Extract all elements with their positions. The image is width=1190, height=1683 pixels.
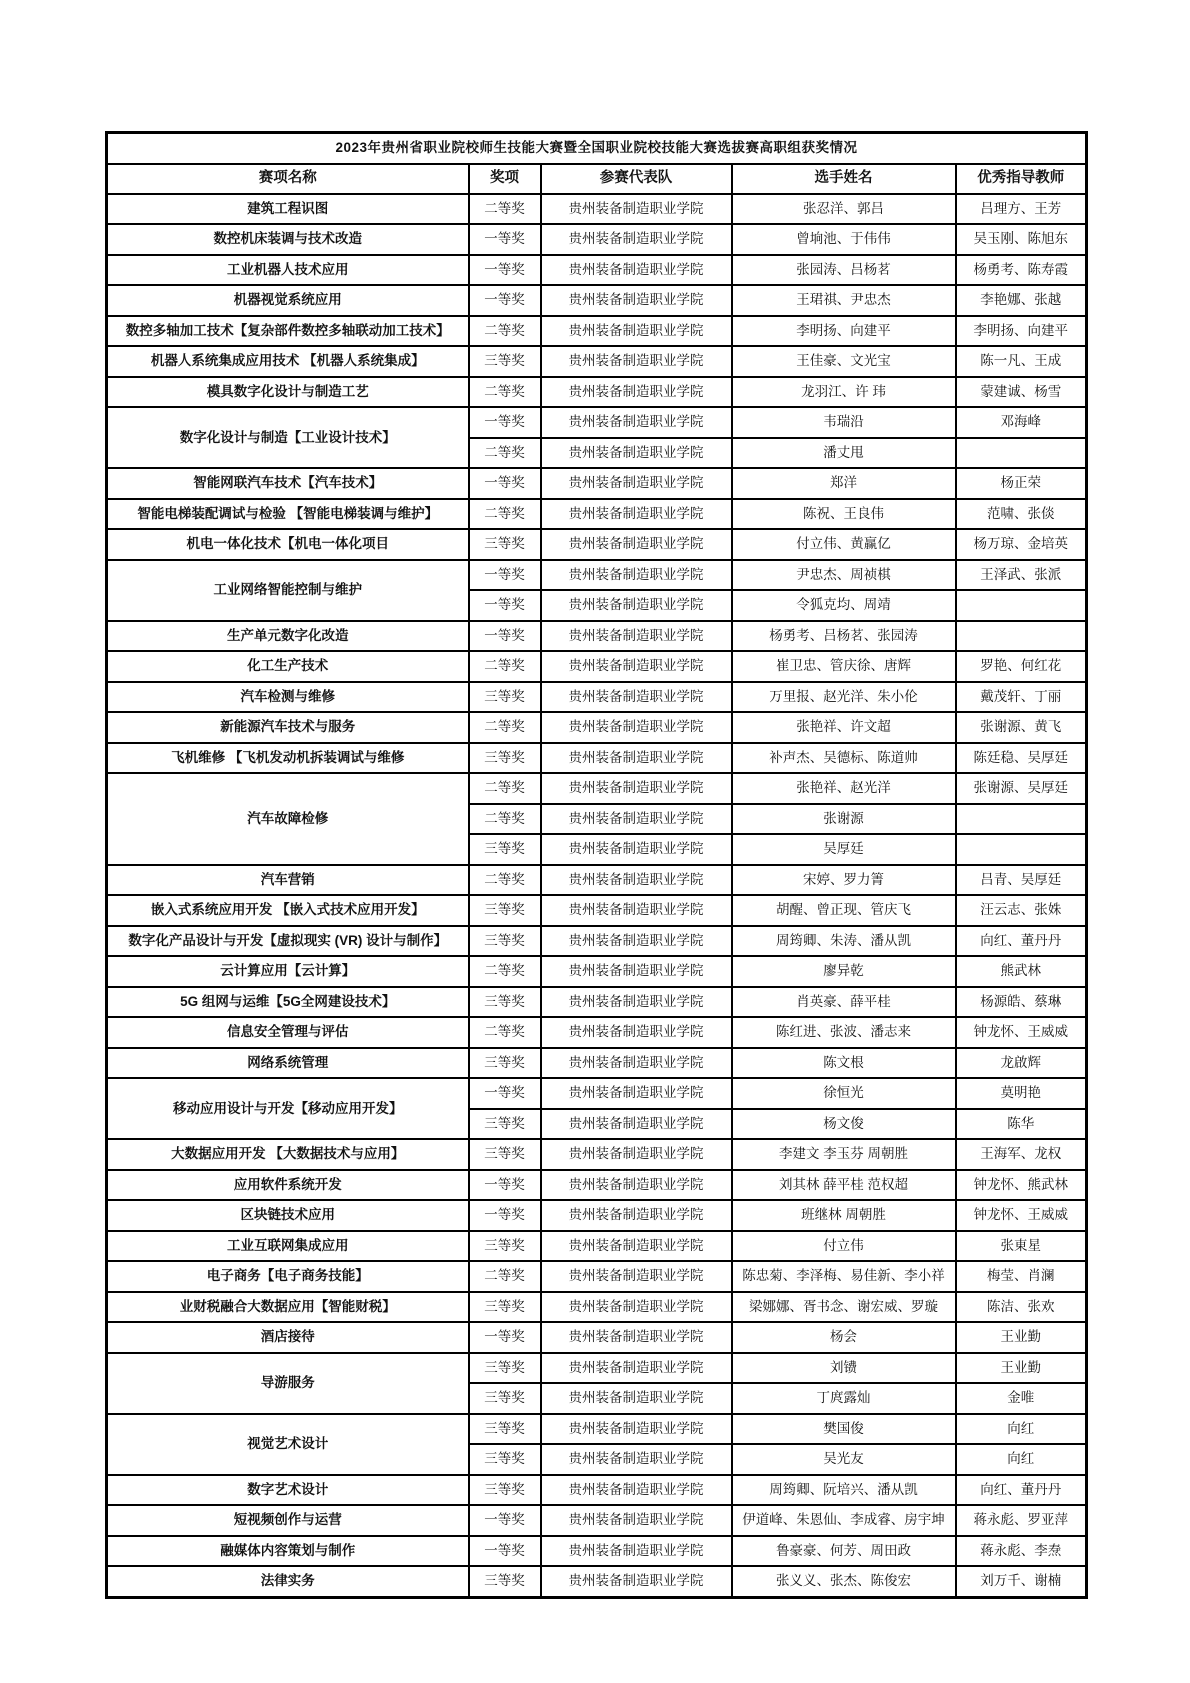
teachers-cell: 王业勤 bbox=[956, 1322, 1087, 1353]
contestants-cell: 鲁豪豪、何芳、周田政 bbox=[732, 1536, 956, 1567]
contestants-cell: 刘镄 bbox=[732, 1353, 956, 1384]
table-row bbox=[107, 1292, 1087, 1323]
teachers-cell: 杨万琼、金培英 bbox=[956, 529, 1087, 560]
event-cell: 汽车营销 bbox=[107, 865, 469, 896]
award-cell: 一等奖 bbox=[469, 621, 541, 652]
award-cell: 二等奖 bbox=[469, 499, 541, 530]
event-cell: 酒店接待 bbox=[107, 1322, 469, 1353]
teachers-cell: 熊武林 bbox=[956, 956, 1087, 987]
teachers-cell: 吕青、吴厚廷 bbox=[956, 865, 1087, 896]
team-cell: 贵州装备制造职业学院 bbox=[541, 255, 732, 286]
teachers-cell: 王泽武、张派 bbox=[956, 560, 1087, 591]
contestants-cell: 刘其林 薛平桂 范权超 bbox=[732, 1170, 956, 1201]
contestants-cell: 伊道峰、朱恩仙、李成睿、房宇坤 bbox=[732, 1505, 956, 1536]
event-cell: 移动应用设计与开发【移动应用开发】 bbox=[107, 1078, 469, 1139]
award-cell: 二等奖 bbox=[469, 773, 541, 804]
table-row bbox=[107, 1231, 1087, 1262]
table-row bbox=[107, 1566, 1087, 1597]
event-cell: 法律实务 bbox=[107, 1566, 469, 1597]
contestants-cell: 杨勇考、吕杨茗、张园涛 bbox=[732, 621, 956, 652]
contestants-cell: 周筠卿、朱涛、潘从凯 bbox=[732, 926, 956, 957]
teachers-cell: 杨正荣 bbox=[956, 468, 1087, 499]
team-cell: 贵州装备制造职业学院 bbox=[541, 895, 732, 926]
table-row bbox=[107, 743, 1087, 774]
event-cell: 数字艺术设计 bbox=[107, 1475, 469, 1506]
table-title: 2023年贵州省职业院校师生技能大赛暨全国职业院校技能大赛选拔赛高职组获奖情况 bbox=[107, 133, 1087, 164]
teachers-cell: 王海军、龙权 bbox=[956, 1139, 1087, 1170]
team-cell: 贵州装备制造职业学院 bbox=[541, 1322, 732, 1353]
column-header-team: 参赛代表队 bbox=[541, 164, 732, 194]
award-cell: 三等奖 bbox=[469, 1566, 541, 1597]
teachers-cell bbox=[956, 590, 1087, 621]
team-cell: 贵州装备制造职业学院 bbox=[541, 682, 732, 713]
teachers-cell: 向红 bbox=[956, 1444, 1087, 1475]
teachers-cell: 金唯 bbox=[956, 1383, 1087, 1414]
teachers-cell: 李艳娜、张越 bbox=[956, 285, 1087, 316]
teachers-cell: 陈廷稳、吴厚廷 bbox=[956, 743, 1087, 774]
event-cell: 汽车故障检修 bbox=[107, 773, 469, 865]
contestants-cell: 张园涛、吕杨茗 bbox=[732, 255, 956, 286]
team-cell: 贵州装备制造职业学院 bbox=[541, 1536, 732, 1567]
contestants-cell: 周筠卿、阮培兴、潘从凯 bbox=[732, 1475, 956, 1506]
team-cell: 贵州装备制造职业学院 bbox=[541, 834, 732, 865]
award-cell: 三等奖 bbox=[469, 1414, 541, 1445]
event-cell: 建筑工程识图 bbox=[107, 194, 469, 225]
contestants-cell: 龙羽江、许 玮 bbox=[732, 377, 956, 408]
table-row bbox=[107, 1353, 1087, 1384]
award-cell: 二等奖 bbox=[469, 438, 541, 469]
award-cell: 一等奖 bbox=[469, 407, 541, 438]
team-cell: 贵州装备制造职业学院 bbox=[541, 1261, 732, 1292]
contestants-cell: 班继林 周朝胜 bbox=[732, 1200, 956, 1231]
contestants-cell: 陈文根 bbox=[732, 1048, 956, 1079]
event-cell: 短视频创作与运营 bbox=[107, 1505, 469, 1536]
teachers-cell bbox=[956, 834, 1087, 865]
table-row bbox=[107, 651, 1087, 682]
column-header-event: 赛项名称 bbox=[107, 164, 469, 194]
award-cell: 三等奖 bbox=[469, 987, 541, 1018]
team-cell: 贵州装备制造职业学院 bbox=[541, 1444, 732, 1475]
team-cell: 贵州装备制造职业学院 bbox=[541, 1475, 732, 1506]
teachers-cell: 蒋永彪、罗亚萍 bbox=[956, 1505, 1087, 1536]
award-cell: 三等奖 bbox=[469, 1475, 541, 1506]
award-cell: 一等奖 bbox=[469, 1078, 541, 1109]
teachers-cell: 张東星 bbox=[956, 1231, 1087, 1262]
team-cell: 贵州装备制造职业学院 bbox=[541, 1292, 732, 1323]
teachers-cell: 钟龙怀、熊武林 bbox=[956, 1170, 1087, 1201]
award-cell: 三等奖 bbox=[469, 1048, 541, 1079]
column-header-teachers: 优秀指导教师 bbox=[956, 164, 1087, 194]
team-cell: 贵州装备制造职业学院 bbox=[541, 987, 732, 1018]
event-cell: 模具数字化设计与制造工艺 bbox=[107, 377, 469, 408]
table-row bbox=[107, 1139, 1087, 1170]
award-cell: 三等奖 bbox=[469, 682, 541, 713]
teachers-cell: 杨源皓、蔡琳 bbox=[956, 987, 1087, 1018]
title-row bbox=[107, 133, 1087, 164]
teachers-cell: 向红 bbox=[956, 1414, 1087, 1445]
table-row bbox=[107, 926, 1087, 957]
award-cell: 二等奖 bbox=[469, 651, 541, 682]
event-cell: 信息安全管理与评估 bbox=[107, 1017, 469, 1048]
event-cell: 新能源汽车技术与服务 bbox=[107, 712, 469, 743]
contestants-cell: 王珺祺、尹忠杰 bbox=[732, 285, 956, 316]
team-cell: 贵州装备制造职业学院 bbox=[541, 926, 732, 957]
award-cell: 二等奖 bbox=[469, 956, 541, 987]
event-cell: 网络系统管理 bbox=[107, 1048, 469, 1079]
contestants-cell: 韦瑞沿 bbox=[732, 407, 956, 438]
team-cell: 贵州装备制造职业学院 bbox=[541, 499, 732, 530]
award-cell: 二等奖 bbox=[469, 194, 541, 225]
teachers-cell: 陈一凡、王成 bbox=[956, 346, 1087, 377]
teachers-cell: 陈华 bbox=[956, 1109, 1087, 1140]
award-cell: 二等奖 bbox=[469, 1261, 541, 1292]
event-cell: 化工生产技术 bbox=[107, 651, 469, 682]
team-cell: 贵州装备制造职业学院 bbox=[541, 224, 732, 255]
award-cell: 三等奖 bbox=[469, 1353, 541, 1384]
header-row bbox=[107, 164, 1087, 194]
contestants-cell: 王佳豪、文光宝 bbox=[732, 346, 956, 377]
award-cell: 一等奖 bbox=[469, 468, 541, 499]
table-row bbox=[107, 1078, 1087, 1109]
award-cell: 二等奖 bbox=[469, 377, 541, 408]
contestants-cell: 徐恒光 bbox=[732, 1078, 956, 1109]
contestants-cell: 张义义、张杰、陈俊宏 bbox=[732, 1566, 956, 1597]
event-cell: 飞机维修 【飞机发动机拆装调试与维修 bbox=[107, 743, 469, 774]
teachers-cell: 吕理方、王芳 bbox=[956, 194, 1087, 225]
team-cell: 贵州装备制造职业学院 bbox=[541, 1414, 732, 1445]
event-cell: 融媒体内容策划与制作 bbox=[107, 1536, 469, 1567]
award-cell: 三等奖 bbox=[469, 1292, 541, 1323]
table-row bbox=[107, 1475, 1087, 1506]
team-cell: 贵州装备制造职业学院 bbox=[541, 194, 732, 225]
event-cell: 5G 组网与运维【5G全网建设技术】 bbox=[107, 987, 469, 1018]
teachers-cell: 向红、董丹丹 bbox=[956, 1475, 1087, 1506]
team-cell: 贵州装备制造职业学院 bbox=[541, 1505, 732, 1536]
teachers-cell: 李明扬、向建平 bbox=[956, 316, 1087, 347]
teachers-cell: 吴玉刚、陈旭东 bbox=[956, 224, 1087, 255]
teachers-cell: 龙啟辉 bbox=[956, 1048, 1087, 1079]
team-cell: 贵州装备制造职业学院 bbox=[541, 285, 732, 316]
event-cell: 业财税融合大数据应用【智能财税】 bbox=[107, 1292, 469, 1323]
table-row bbox=[107, 1261, 1087, 1292]
teachers-cell: 刘万千、谢楠 bbox=[956, 1566, 1087, 1597]
contestants-cell: 樊国俊 bbox=[732, 1414, 956, 1445]
teachers-cell: 陈洁、张欢 bbox=[956, 1292, 1087, 1323]
award-cell: 三等奖 bbox=[469, 895, 541, 926]
award-cell: 一等奖 bbox=[469, 224, 541, 255]
team-cell: 贵州装备制造职业学院 bbox=[541, 1170, 732, 1201]
teachers-cell: 蒋永彪、李焘 bbox=[956, 1536, 1087, 1567]
table-row bbox=[107, 316, 1087, 347]
table-row bbox=[107, 1536, 1087, 1567]
event-cell: 机器人系统集成应用技术 【机器人系统集成】 bbox=[107, 346, 469, 377]
table-row bbox=[107, 346, 1087, 377]
team-cell: 贵州装备制造职业学院 bbox=[541, 590, 732, 621]
event-cell: 云计算应用【云计算】 bbox=[107, 956, 469, 987]
award-cell: 一等奖 bbox=[469, 285, 541, 316]
teachers-cell: 范啸、张倓 bbox=[956, 499, 1087, 530]
event-cell: 电子商务【电子商务技能】 bbox=[107, 1261, 469, 1292]
award-cell: 二等奖 bbox=[469, 1017, 541, 1048]
award-cell: 三等奖 bbox=[469, 529, 541, 560]
contestants-cell: 曾垧池、于伟伟 bbox=[732, 224, 956, 255]
teachers-cell: 杨勇考、陈寿霞 bbox=[956, 255, 1087, 286]
column-header-award: 奖项 bbox=[469, 164, 541, 194]
table-row bbox=[107, 377, 1087, 408]
team-cell: 贵州装备制造职业学院 bbox=[541, 407, 732, 438]
teachers-cell: 张谢源、吴厚廷 bbox=[956, 773, 1087, 804]
table-row bbox=[107, 529, 1087, 560]
teachers-cell: 向红、董丹丹 bbox=[956, 926, 1087, 957]
table-row bbox=[107, 1170, 1087, 1201]
contestants-cell: 陈红进、张波、潘志来 bbox=[732, 1017, 956, 1048]
team-cell: 贵州装备制造职业学院 bbox=[541, 1200, 732, 1231]
team-cell: 贵州装备制造职业学院 bbox=[541, 743, 732, 774]
contestants-cell: 潘丈甩 bbox=[732, 438, 956, 469]
awards-table bbox=[105, 131, 1088, 1599]
event-cell: 智能电梯装配调试与检验 【智能电梯装调与维护】 bbox=[107, 499, 469, 530]
table-row bbox=[107, 773, 1087, 804]
team-cell: 贵州装备制造职业学院 bbox=[541, 651, 732, 682]
table-row bbox=[107, 621, 1087, 652]
contestants-cell: 张谢源 bbox=[732, 804, 956, 835]
event-cell: 大数据应用开发 【大数据技术与应用】 bbox=[107, 1139, 469, 1170]
event-cell: 机电一体化技术【机电一体化项目 bbox=[107, 529, 469, 560]
team-cell: 贵州装备制造职业学院 bbox=[541, 560, 732, 591]
award-cell: 三等奖 bbox=[469, 743, 541, 774]
teachers-cell: 钟龙怀、王威威 bbox=[956, 1017, 1087, 1048]
table-row bbox=[107, 1322, 1087, 1353]
table-row bbox=[107, 712, 1087, 743]
contestants-cell: 肖英豪、薛平桂 bbox=[732, 987, 956, 1018]
team-cell: 贵州装备制造职业学院 bbox=[541, 1566, 732, 1597]
event-cell: 汽车检测与维修 bbox=[107, 682, 469, 713]
team-cell: 贵州装备制造职业学院 bbox=[541, 1231, 732, 1262]
table-row bbox=[107, 407, 1087, 438]
award-cell: 二等奖 bbox=[469, 316, 541, 347]
contestants-cell: 张艳祥、赵光洋 bbox=[732, 773, 956, 804]
contestants-cell: 尹忠杰、周祯棋 bbox=[732, 560, 956, 591]
table-row bbox=[107, 956, 1087, 987]
event-cell: 数字化设计与制造【工业设计技术】 bbox=[107, 407, 469, 468]
event-cell: 数控多轴加工技术【复杂部件数控多轴联动加工技术】 bbox=[107, 316, 469, 347]
table-row bbox=[107, 285, 1087, 316]
award-cell: 一等奖 bbox=[469, 1200, 541, 1231]
event-cell: 数字化产品设计与开发【虚拟现实 (VR) 设计与制作】 bbox=[107, 926, 469, 957]
teachers-cell: 汪云志、张姝 bbox=[956, 895, 1087, 926]
contestants-cell: 万里报、赵光洋、朱小伦 bbox=[732, 682, 956, 713]
table-row bbox=[107, 255, 1087, 286]
team-cell: 贵州装备制造职业学院 bbox=[541, 1078, 732, 1109]
award-cell: 二等奖 bbox=[469, 865, 541, 896]
table-row bbox=[107, 1200, 1087, 1231]
contestants-cell: 付立伟、黄赢亿 bbox=[732, 529, 956, 560]
contestants-cell: 陈忠菊、李泽梅、易佳新、李小祥 bbox=[732, 1261, 956, 1292]
team-cell: 贵州装备制造职业学院 bbox=[541, 1109, 732, 1140]
teachers-cell: 戴茂轩、丁丽 bbox=[956, 682, 1087, 713]
teachers-cell: 张谢源、黄飞 bbox=[956, 712, 1087, 743]
contestants-cell: 李明扬、向建平 bbox=[732, 316, 956, 347]
award-cell: 二等奖 bbox=[469, 804, 541, 835]
table-row bbox=[107, 560, 1087, 591]
event-cell: 智能网联汽车技术【汽车技术】 bbox=[107, 468, 469, 499]
team-cell: 贵州装备制造职业学院 bbox=[541, 316, 732, 347]
team-cell: 贵州装备制造职业学院 bbox=[541, 773, 732, 804]
award-cell: 三等奖 bbox=[469, 1231, 541, 1262]
award-cell: 一等奖 bbox=[469, 255, 541, 286]
table-row bbox=[107, 1414, 1087, 1445]
event-cell: 视觉艺术设计 bbox=[107, 1414, 469, 1475]
team-cell: 贵州装备制造职业学院 bbox=[541, 377, 732, 408]
column-header-contestants: 选手姓名 bbox=[732, 164, 956, 194]
table-row bbox=[107, 499, 1087, 530]
table-row bbox=[107, 895, 1087, 926]
award-cell: 一等奖 bbox=[469, 560, 541, 591]
award-cell: 二等奖 bbox=[469, 712, 541, 743]
contestants-cell: 杨会 bbox=[732, 1322, 956, 1353]
contestants-cell: 补声杰、吴德标、陈道帅 bbox=[732, 743, 956, 774]
table-row bbox=[107, 194, 1087, 225]
award-cell: 一等奖 bbox=[469, 1536, 541, 1567]
team-cell: 贵州装备制造职业学院 bbox=[541, 1383, 732, 1414]
award-cell: 一等奖 bbox=[469, 1170, 541, 1201]
teachers-cell: 梅莹、肖澜 bbox=[956, 1261, 1087, 1292]
teachers-cell: 罗艳、何红花 bbox=[956, 651, 1087, 682]
award-cell: 三等奖 bbox=[469, 346, 541, 377]
contestants-cell: 杨文俊 bbox=[732, 1109, 956, 1140]
event-cell: 工业网络智能控制与维护 bbox=[107, 560, 469, 621]
team-cell: 贵州装备制造职业学院 bbox=[541, 1353, 732, 1384]
team-cell: 贵州装备制造职业学院 bbox=[541, 346, 732, 377]
team-cell: 贵州装备制造职业学院 bbox=[541, 529, 732, 560]
table-row bbox=[107, 987, 1087, 1018]
teachers-cell: 邓海峰 bbox=[956, 407, 1087, 438]
contestants-cell: 郑洋 bbox=[732, 468, 956, 499]
contestants-cell: 张艳祥、许文超 bbox=[732, 712, 956, 743]
event-cell: 区块链技术应用 bbox=[107, 1200, 469, 1231]
award-cell: 三等奖 bbox=[469, 1444, 541, 1475]
team-cell: 贵州装备制造职业学院 bbox=[541, 621, 732, 652]
award-cell: 三等奖 bbox=[469, 1139, 541, 1170]
team-cell: 贵州装备制造职业学院 bbox=[541, 804, 732, 835]
teachers-cell: 蒙建诚、杨雪 bbox=[956, 377, 1087, 408]
contestants-cell: 丁庹露灿 bbox=[732, 1383, 956, 1414]
event-cell: 工业机器人技术应用 bbox=[107, 255, 469, 286]
event-cell: 应用软件系统开发 bbox=[107, 1170, 469, 1201]
team-cell: 贵州装备制造职业学院 bbox=[541, 712, 732, 743]
award-cell: 三等奖 bbox=[469, 834, 541, 865]
event-cell: 工业互联网集成应用 bbox=[107, 1231, 469, 1262]
award-cell: 三等奖 bbox=[469, 926, 541, 957]
event-cell: 数控机床装调与技术改造 bbox=[107, 224, 469, 255]
teachers-cell bbox=[956, 621, 1087, 652]
team-cell: 贵州装备制造职业学院 bbox=[541, 865, 732, 896]
teachers-cell bbox=[956, 438, 1087, 469]
table-row bbox=[107, 1048, 1087, 1079]
team-cell: 贵州装备制造职业学院 bbox=[541, 438, 732, 469]
contestants-cell: 廖异乾 bbox=[732, 956, 956, 987]
table-row bbox=[107, 1505, 1087, 1536]
team-cell: 贵州装备制造职业学院 bbox=[541, 956, 732, 987]
event-cell: 嵌入式系统应用开发 【嵌入式技术应用开发】 bbox=[107, 895, 469, 926]
award-cell: 三等奖 bbox=[469, 1383, 541, 1414]
table-row bbox=[107, 1017, 1087, 1048]
table-row bbox=[107, 682, 1087, 713]
event-cell: 导游服务 bbox=[107, 1353, 469, 1414]
contestants-cell: 宋婷、罗力箐 bbox=[732, 865, 956, 896]
award-cell: 三等奖 bbox=[469, 1109, 541, 1140]
table-row bbox=[107, 224, 1087, 255]
contestants-cell: 吴厚廷 bbox=[732, 834, 956, 865]
team-cell: 贵州装备制造职业学院 bbox=[541, 468, 732, 499]
event-cell: 机器视觉系统应用 bbox=[107, 285, 469, 316]
team-cell: 贵州装备制造职业学院 bbox=[541, 1017, 732, 1048]
table-row bbox=[107, 865, 1087, 896]
table-row bbox=[107, 468, 1087, 499]
contestants-cell: 付立伟 bbox=[732, 1231, 956, 1262]
award-cell: 一等奖 bbox=[469, 1505, 541, 1536]
contestants-cell: 梁娜娜、胥书念、谢宏威、罗璇 bbox=[732, 1292, 956, 1323]
teachers-cell: 钟龙怀、王威威 bbox=[956, 1200, 1087, 1231]
contestants-cell: 李建文 李玉芬 周朝胜 bbox=[732, 1139, 956, 1170]
contestants-cell: 令狐克均、周靖 bbox=[732, 590, 956, 621]
teachers-cell: 莫明艳 bbox=[956, 1078, 1087, 1109]
contestants-cell: 吴光友 bbox=[732, 1444, 956, 1475]
award-cell: 一等奖 bbox=[469, 1322, 541, 1353]
contestants-cell: 胡醒、曾正现、管庆飞 bbox=[732, 895, 956, 926]
teachers-cell bbox=[956, 804, 1087, 835]
contestants-cell: 崔卫忠、管庆徐、唐辉 bbox=[732, 651, 956, 682]
award-cell: 一等奖 bbox=[469, 590, 541, 621]
contestants-cell: 张忍洋、郭吕 bbox=[732, 194, 956, 225]
team-cell: 贵州装备制造职业学院 bbox=[541, 1139, 732, 1170]
team-cell: 贵州装备制造职业学院 bbox=[541, 1048, 732, 1079]
contestants-cell: 陈祝、王良伟 bbox=[732, 499, 956, 530]
teachers-cell: 王业勤 bbox=[956, 1353, 1087, 1384]
event-cell: 生产单元数字化改造 bbox=[107, 621, 469, 652]
